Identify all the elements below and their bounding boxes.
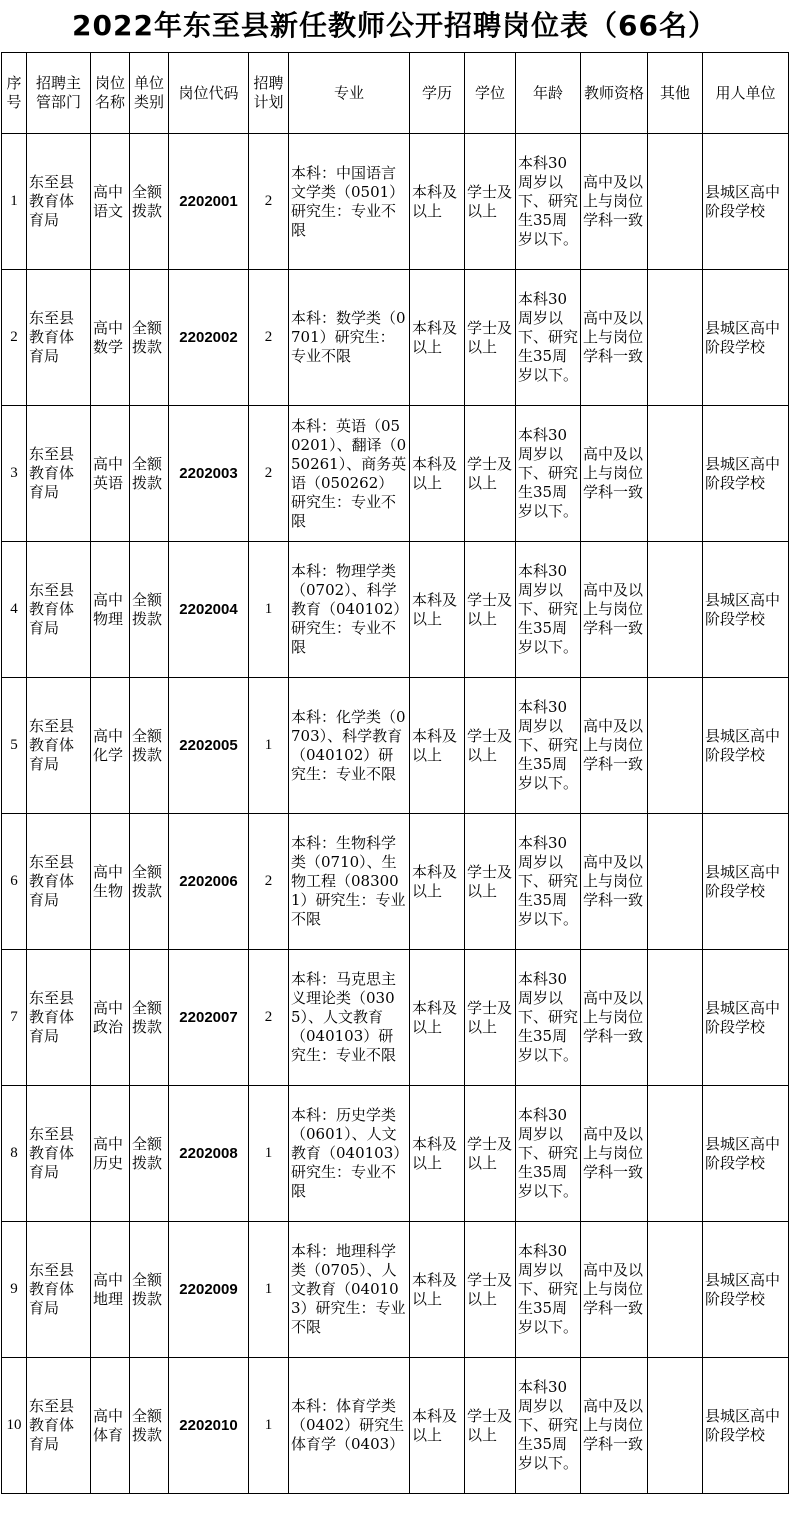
cell-plan: 2 — [249, 406, 289, 542]
cell-other — [648, 1086, 703, 1222]
cell-edu: 本科及以上 — [410, 1086, 465, 1222]
table-row — [2, 270, 789, 406]
cell-no: 10 — [2, 1358, 27, 1494]
cell-no: 1 — [2, 134, 27, 270]
table-row — [2, 1358, 789, 1494]
cell-age: 本科30周岁以下、研究生35周岁以下。 — [516, 1358, 581, 1494]
cell-edu: 本科及以上 — [410, 134, 465, 270]
cell-degree: 学士及以上 — [465, 814, 516, 950]
cell-no: 5 — [2, 678, 27, 814]
cell-plan: 1 — [249, 1358, 289, 1494]
cell-post: 高中生物 — [91, 814, 130, 950]
cell-no: 3 — [2, 406, 27, 542]
cell-degree: 学士及以上 — [465, 134, 516, 270]
cell-age: 本科30周岁以下、研究生35周岁以下。 — [516, 678, 581, 814]
cell-post: 高中政治 — [91, 950, 130, 1086]
cell-degree: 学士及以上 — [465, 1086, 516, 1222]
cell-plan: 1 — [249, 1086, 289, 1222]
cell-unit: 县城区高中阶段学校 — [703, 1358, 789, 1494]
header-cell: 其他 — [648, 53, 703, 134]
cell-no: 2 — [2, 270, 27, 406]
cell-major: 本科：生物科学类（0710）、生物工程（083001）研究生：专业不限 — [289, 814, 410, 950]
cell-unit: 县城区高中阶段学校 — [703, 1222, 789, 1358]
cell-dept: 东至县教育体育局 — [27, 1222, 91, 1358]
cell-code: 2202001 — [169, 134, 249, 270]
cell-type: 全额拨款 — [130, 542, 169, 678]
cell-edu: 本科及以上 — [410, 950, 465, 1086]
cell-age: 本科30周岁以下、研究生35周岁以下。 — [516, 950, 581, 1086]
table-row — [2, 678, 789, 814]
cell-other — [648, 1222, 703, 1358]
header-cell: 招聘主管部门 — [27, 53, 91, 134]
cell-major: 本科：地理科学类（0705）、人文教育（040103）研究生：专业不限 — [289, 1222, 410, 1358]
cell-major: 本科：英语（050201）、翻译（050261）、商务英语（050262）研究生：专业不限 — [289, 406, 410, 542]
cell-no: 7 — [2, 950, 27, 1086]
cell-unit: 县城区高中阶段学校 — [703, 1086, 789, 1222]
cell-dept: 东至县教育体育局 — [27, 270, 91, 406]
cell-code: 2202002 — [169, 270, 249, 406]
cell-plan: 2 — [249, 270, 289, 406]
cell-major: 本科：马克思主义理论类（0305）、人文教育（040103）研究生：专业不限 — [289, 950, 410, 1086]
header-cell: 招聘计划 — [249, 53, 289, 134]
cell-dept: 东至县教育体育局 — [27, 1358, 91, 1494]
cell-age: 本科30周岁以下、研究生35周岁以下。 — [516, 1086, 581, 1222]
cell-type: 全额拨款 — [130, 1086, 169, 1222]
cell-other — [648, 814, 703, 950]
cell-unit: 县城区高中阶段学校 — [703, 406, 789, 542]
cell-major: 本科：历史学类（0601）、人文教育（040103）研究生：专业不限 — [289, 1086, 410, 1222]
header-cell: 岗位名称 — [91, 53, 130, 134]
cell-post: 高中物理 — [91, 542, 130, 678]
cell-post: 高中地理 — [91, 1222, 130, 1358]
cell-post: 高中数学 — [91, 270, 130, 406]
cell-type: 全额拨款 — [130, 678, 169, 814]
cell-plan: 1 — [249, 542, 289, 678]
cell-cert: 高中及以上与岗位学科一致 — [581, 1358, 648, 1494]
cell-edu: 本科及以上 — [410, 270, 465, 406]
cell-age: 本科30周岁以下、研究生35周岁以下。 — [516, 814, 581, 950]
cell-age: 本科30周岁以下、研究生35周岁以下。 — [516, 406, 581, 542]
header-cell: 学历 — [410, 53, 465, 134]
header-cell: 单位类别 — [130, 53, 169, 134]
cell-other — [648, 270, 703, 406]
cell-degree: 学士及以上 — [465, 406, 516, 542]
cell-other — [648, 134, 703, 270]
header-cell: 年龄 — [516, 53, 581, 134]
cell-other — [648, 406, 703, 542]
cell-plan: 1 — [249, 1222, 289, 1358]
cell-type: 全额拨款 — [130, 134, 169, 270]
header-row — [2, 53, 789, 134]
header-cell: 用人单位 — [703, 53, 789, 134]
cell-dept: 东至县教育体育局 — [27, 1086, 91, 1222]
cell-no: 9 — [2, 1222, 27, 1358]
cell-degree: 学士及以上 — [465, 1358, 516, 1494]
cell-major: 本科：中国语言文学类（0501）研究生：专业不限 — [289, 134, 410, 270]
cell-type: 全额拨款 — [130, 1222, 169, 1358]
cell-edu: 本科及以上 — [410, 814, 465, 950]
table-row — [2, 1086, 789, 1222]
cell-degree: 学士及以上 — [465, 678, 516, 814]
cell-code: 2202006 — [169, 814, 249, 950]
cell-cert: 高中及以上与岗位学科一致 — [581, 678, 648, 814]
cell-other — [648, 1358, 703, 1494]
cell-age: 本科30周岁以下、研究生35周岁以下。 — [516, 270, 581, 406]
cell-major: 本科：化学类（0703）、科学教育（040102）研究生：专业不限 — [289, 678, 410, 814]
cell-other — [648, 678, 703, 814]
cell-dept: 东至县教育体育局 — [27, 134, 91, 270]
cell-post: 高中体育 — [91, 1358, 130, 1494]
page-title: 2022年东至县新任教师公开招聘岗位表（66名） — [72, 9, 717, 42]
cell-major: 本科：物理学类（0702）、科学教育（040102）研究生：专业不限 — [289, 542, 410, 678]
cell-no: 6 — [2, 814, 27, 950]
cell-code: 2202003 — [169, 406, 249, 542]
cell-cert: 高中及以上与岗位学科一致 — [581, 1222, 648, 1358]
cell-degree: 学士及以上 — [465, 1222, 516, 1358]
cell-unit: 县城区高中阶段学校 — [703, 270, 789, 406]
cell-type: 全额拨款 — [130, 950, 169, 1086]
cell-unit: 县城区高中阶段学校 — [703, 678, 789, 814]
cell-code: 2202004 — [169, 542, 249, 678]
cell-degree: 学士及以上 — [465, 950, 516, 1086]
table-row — [2, 814, 789, 950]
cell-code: 2202009 — [169, 1222, 249, 1358]
cell-other — [648, 542, 703, 678]
recruitment-table — [1, 52, 789, 1494]
cell-cert: 高中及以上与岗位学科一致 — [581, 814, 648, 950]
cell-plan: 2 — [249, 134, 289, 270]
cell-type: 全额拨款 — [130, 1358, 169, 1494]
cell-age: 本科30周岁以下、研究生35周岁以下。 — [516, 542, 581, 678]
cell-plan: 1 — [249, 678, 289, 814]
cell-plan: 2 — [249, 814, 289, 950]
cell-edu: 本科及以上 — [410, 406, 465, 542]
cell-no: 8 — [2, 1086, 27, 1222]
table-row — [2, 134, 789, 270]
cell-code: 2202007 — [169, 950, 249, 1086]
cell-major: 本科：数学类（0701）研究生：专业不限 — [289, 270, 410, 406]
header-cell: 专业 — [289, 53, 410, 134]
cell-age: 本科30周岁以下、研究生35周岁以下。 — [516, 134, 581, 270]
cell-post: 高中语文 — [91, 134, 130, 270]
cell-edu: 本科及以上 — [410, 542, 465, 678]
cell-code: 2202010 — [169, 1358, 249, 1494]
cell-other — [648, 950, 703, 1086]
table-row — [2, 950, 789, 1086]
cell-edu: 本科及以上 — [410, 1358, 465, 1494]
cell-dept: 东至县教育体育局 — [27, 814, 91, 950]
header-cell: 教师资格 — [581, 53, 648, 134]
cell-cert: 高中及以上与岗位学科一致 — [581, 134, 648, 270]
cell-no: 4 — [2, 542, 27, 678]
cell-degree: 学士及以上 — [465, 542, 516, 678]
table-row — [2, 1222, 789, 1358]
cell-cert: 高中及以上与岗位学科一致 — [581, 406, 648, 542]
cell-edu: 本科及以上 — [410, 678, 465, 814]
cell-unit: 县城区高中阶段学校 — [703, 814, 789, 950]
cell-type: 全额拨款 — [130, 270, 169, 406]
cell-unit: 县城区高中阶段学校 — [703, 542, 789, 678]
table-row — [2, 406, 789, 542]
cell-type: 全额拨款 — [130, 406, 169, 542]
cell-cert: 高中及以上与岗位学科一致 — [581, 542, 648, 678]
header-cell: 序号 — [2, 53, 27, 134]
cell-post: 高中英语 — [91, 406, 130, 542]
cell-unit: 县城区高中阶段学校 — [703, 134, 789, 270]
table-body — [2, 134, 789, 1494]
cell-edu: 本科及以上 — [410, 1222, 465, 1358]
cell-post: 高中化学 — [91, 678, 130, 814]
cell-code: 2202008 — [169, 1086, 249, 1222]
cell-cert: 高中及以上与岗位学科一致 — [581, 270, 648, 406]
header-cell: 岗位代码 — [169, 53, 249, 134]
cell-dept: 东至县教育体育局 — [27, 950, 91, 1086]
cell-post: 高中历史 — [91, 1086, 130, 1222]
cell-plan: 2 — [249, 950, 289, 1086]
cell-dept: 东至县教育体育局 — [27, 678, 91, 814]
cell-cert: 高中及以上与岗位学科一致 — [581, 1086, 648, 1222]
cell-dept: 东至县教育体育局 — [27, 542, 91, 678]
cell-major: 本科：体育学类（0402）研究生 体育学（0403） — [289, 1358, 410, 1494]
table-row — [2, 542, 789, 678]
cell-unit: 县城区高中阶段学校 — [703, 950, 789, 1086]
header-cell: 学位 — [465, 53, 516, 134]
cell-type: 全额拨款 — [130, 814, 169, 950]
cell-code: 2202005 — [169, 678, 249, 814]
cell-degree: 学士及以上 — [465, 270, 516, 406]
cell-age: 本科30周岁以下、研究生35周岁以下。 — [516, 1222, 581, 1358]
cell-dept: 东至县教育体育局 — [27, 406, 91, 542]
cell-cert: 高中及以上与岗位学科一致 — [581, 950, 648, 1086]
